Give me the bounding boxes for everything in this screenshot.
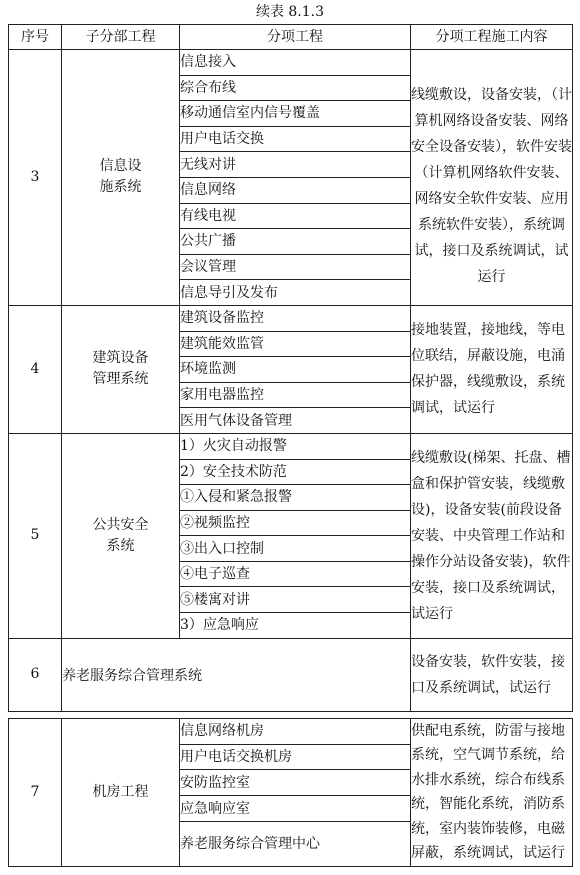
header-content: 分项工程施工内容 xyxy=(411,25,573,50)
item-cell: 有线电视 xyxy=(180,203,411,229)
header-subsection: 子分部工程 xyxy=(62,25,180,50)
item-cell: ②视频监控 xyxy=(180,510,411,536)
row-content: 设备安装，软件安装，接口及系统调试，试运行 xyxy=(411,638,573,711)
item-cell: 环境监测 xyxy=(180,357,411,383)
item-cell: 医用气体设备管理 xyxy=(180,408,411,434)
table-caption: 续表 8.1.3 xyxy=(255,4,325,20)
item-cell: 3）应急响应 xyxy=(180,613,411,639)
table-row xyxy=(9,50,573,76)
header-item: 分项工程 xyxy=(180,25,411,50)
item-cell: ③出入口控制 xyxy=(180,536,411,562)
item-cell: ④电子巡查 xyxy=(180,561,411,587)
row-no: 6 xyxy=(9,638,62,711)
row-no: 3 xyxy=(9,50,62,306)
item-cell: 移动通信室内信号覆盖 xyxy=(180,101,411,127)
table-gap xyxy=(9,711,573,718)
row-subsection: 信息设 施系统 xyxy=(62,50,180,306)
item-cell: ①入侵和紧急报警 xyxy=(180,485,411,511)
row-subsection: 养老服务综合管理系统 xyxy=(62,638,411,711)
item-cell: 养老服务综合管理中心 xyxy=(180,822,411,867)
item-cell: 信息接入 xyxy=(180,50,411,76)
item-cell: ⑤楼寓对讲 xyxy=(180,587,411,613)
table-row xyxy=(9,433,573,459)
row-content: 接地装置，接地线，等电位联结，屏蔽设施，电涌保护器，线缆敷设，系统调试，试运行 xyxy=(411,305,573,433)
row-content: 供配电系统，防雷与接地系统，空气调节系统，给水排水系统，综合布线系统，智能化系统，消防系统，室内装饰装修，电磁屏蔽，系统调试，试运行 xyxy=(411,718,573,866)
table-row xyxy=(9,718,573,744)
header-no: 序号 xyxy=(9,25,62,50)
item-cell: 无线对讲 xyxy=(180,152,411,178)
row-content: 线缆敷设，设备安装，（计算机网络设备安装、网络安全设备安装），软件安装（计算机网络软件安装、网络安全软件安装、应用系统软件安装），系统调试，接口及系统调试，试运行 xyxy=(411,50,573,306)
item-cell: 信息导引及发布 xyxy=(180,280,411,306)
row-subsection: 公共安全 系统 xyxy=(62,433,180,638)
row-no: 4 xyxy=(9,305,62,433)
construction-table xyxy=(8,24,573,867)
item-cell: 家用电器监控 xyxy=(180,382,411,408)
item-cell: 2）安全技术防范 xyxy=(180,459,411,485)
table-row xyxy=(9,638,573,711)
item-cell: 信息网络 xyxy=(180,177,411,203)
item-cell: 综合布线 xyxy=(180,75,411,101)
item-cell: 会议管理 xyxy=(180,254,411,280)
item-cell: 用户电话交换机房 xyxy=(180,744,411,770)
item-cell: 建筑设备监控 xyxy=(180,305,411,331)
row-subsection: 机房工程 xyxy=(62,718,180,866)
row-no: 5 xyxy=(9,433,62,638)
item-cell: 用户电话交换 xyxy=(180,126,411,152)
item-cell: 建筑能效监管 xyxy=(180,331,411,357)
row-no: 7 xyxy=(9,718,62,866)
item-cell: 1）火灾自动报警 xyxy=(180,433,411,459)
item-cell: 公共广播 xyxy=(180,229,411,255)
table-row xyxy=(9,305,573,331)
item-cell: 信息网络机房 xyxy=(180,718,411,744)
item-cell: 应急响应室 xyxy=(180,796,411,822)
row-subsection: 建筑设备 管理系统 xyxy=(62,305,180,433)
table-header-row xyxy=(9,25,573,50)
item-cell: 安防监控室 xyxy=(180,770,411,796)
row-content: 线缆敷设(梯架、托盘、槽盒和保护管安装，线缆敷设)，设备安装(前段设备安装、中央管理工作站和操作分站设备安装)，软件安装，接口及系统调试，试运行 xyxy=(411,433,573,638)
